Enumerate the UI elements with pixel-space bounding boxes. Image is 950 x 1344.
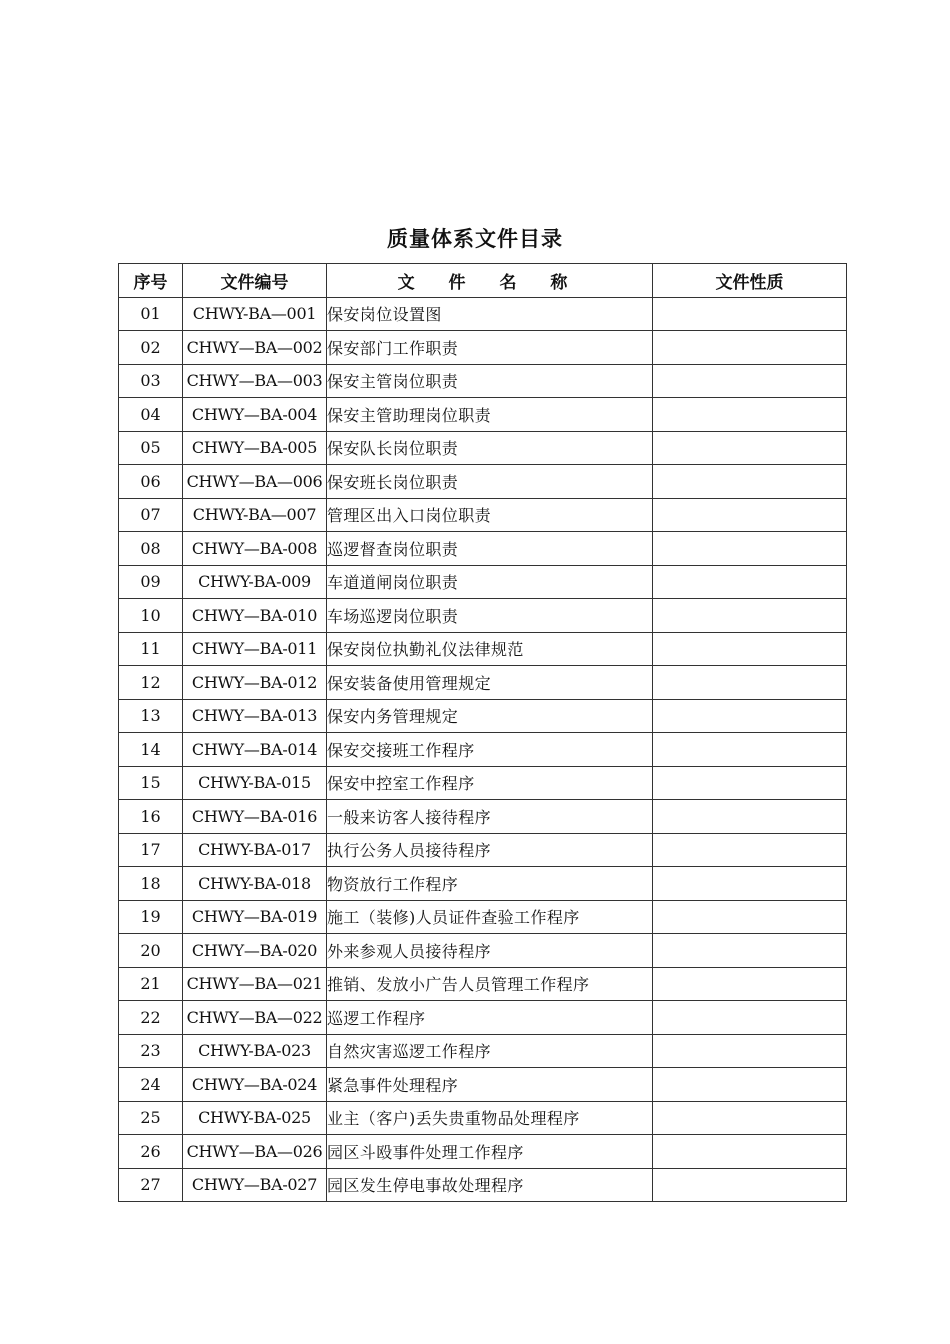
table-row: [119, 1135, 847, 1169]
file-code: CHWY-BA-018: [183, 867, 327, 901]
row-number: 10: [119, 599, 183, 633]
file-name: 执行公务人员接待程序: [327, 833, 653, 867]
file-name: 推销、发放小广告人员管理工作程序: [327, 967, 653, 1001]
table-row: [119, 766, 847, 800]
row-number: 27: [119, 1168, 183, 1202]
table-row: [119, 867, 847, 901]
file-nature: [653, 331, 847, 365]
file-name: 施工（装修)人员证件查验工作程序: [327, 900, 653, 934]
file-nature: [653, 699, 847, 733]
row-number: 12: [119, 666, 183, 700]
file-code: CHWY-BA-023: [183, 1034, 327, 1068]
row-number: 11: [119, 632, 183, 666]
file-name: 保安班长岗位职责: [327, 465, 653, 499]
column-header-code: 文件编号: [183, 264, 327, 298]
file-name: 业主（客户)丢失贵重物品处理程序: [327, 1101, 653, 1135]
file-code: CHWY—BA-016: [183, 800, 327, 834]
table-row: [119, 364, 847, 398]
row-number: 22: [119, 1001, 183, 1035]
file-name: 物资放行工作程序: [327, 867, 653, 901]
file-nature: [653, 733, 847, 767]
table-row: [119, 967, 847, 1001]
row-number: 21: [119, 967, 183, 1001]
table-row: [119, 1034, 847, 1068]
row-number: 02: [119, 331, 183, 365]
table-row: [119, 398, 847, 432]
table-row: [119, 532, 847, 566]
file-code: CHWY-BA—001: [183, 297, 327, 331]
file-code: CHWY—BA-024: [183, 1068, 327, 1102]
table-row: [119, 297, 847, 331]
table-row: [119, 632, 847, 666]
column-header-no: 序号: [119, 264, 183, 298]
file-nature: [653, 297, 847, 331]
table-row: [119, 1068, 847, 1102]
table-row: [119, 599, 847, 633]
file-code: CHWY—BA—026: [183, 1135, 327, 1169]
file-nature: [653, 967, 847, 1001]
file-nature: [653, 1001, 847, 1035]
file-name: 保安交接班工作程序: [327, 733, 653, 767]
table-row: [119, 800, 847, 834]
file-name: 保安装备使用管理规定: [327, 666, 653, 700]
file-code: CHWY-BA-025: [183, 1101, 327, 1135]
file-code: CHWY—BA-008: [183, 532, 327, 566]
file-nature: [653, 666, 847, 700]
table-row: [119, 833, 847, 867]
file-code: CHWY—BA-012: [183, 666, 327, 700]
file-nature: [653, 565, 847, 599]
row-number: 04: [119, 398, 183, 432]
file-code: CHWY-BA-017: [183, 833, 327, 867]
file-name: 保安主管岗位职责: [327, 364, 653, 398]
row-number: 18: [119, 867, 183, 901]
file-name: 巡逻督查岗位职责: [327, 532, 653, 566]
row-number: 14: [119, 733, 183, 767]
row-number: 25: [119, 1101, 183, 1135]
file-name: 园区发生停电事故处理程序: [327, 1168, 653, 1202]
table-row: [119, 1168, 847, 1202]
file-nature: [653, 532, 847, 566]
file-nature: [653, 800, 847, 834]
row-number: 07: [119, 498, 183, 532]
file-name: 外来参观人员接待程序: [327, 934, 653, 968]
row-number: 01: [119, 297, 183, 331]
document-catalog-table: [118, 263, 847, 1202]
table-row: [119, 699, 847, 733]
table-row: [119, 565, 847, 599]
column-header-name: 文 件 名 称: [327, 264, 653, 298]
file-nature: [653, 398, 847, 432]
header-row: [119, 264, 847, 298]
table-row: [119, 331, 847, 365]
file-nature: [653, 465, 847, 499]
file-nature: [653, 632, 847, 666]
file-name: 保安队长岗位职责: [327, 431, 653, 465]
row-number: 17: [119, 833, 183, 867]
file-nature: [653, 599, 847, 633]
table-row: [119, 934, 847, 968]
file-nature: [653, 498, 847, 532]
row-number: 06: [119, 465, 183, 499]
file-code: CHWY-BA-009: [183, 565, 327, 599]
file-code: CHWY—BA-004: [183, 398, 327, 432]
file-name: 车场巡逻岗位职责: [327, 599, 653, 633]
file-nature: [653, 1101, 847, 1135]
file-code: CHWY—BA—003: [183, 364, 327, 398]
file-name: 紧急事件处理程序: [327, 1068, 653, 1102]
file-nature: [653, 1068, 847, 1102]
file-nature: [653, 364, 847, 398]
file-code: CHWY—BA-019: [183, 900, 327, 934]
file-code: CHWY—BA-020: [183, 934, 327, 968]
row-number: 20: [119, 934, 183, 968]
row-number: 16: [119, 800, 183, 834]
file-nature: [653, 1135, 847, 1169]
file-name: 车道道闸岗位职责: [327, 565, 653, 599]
file-nature: [653, 867, 847, 901]
table-row: [119, 498, 847, 532]
file-name: 保安岗位设置图: [327, 297, 653, 331]
file-name: 保安部门工作职责: [327, 331, 653, 365]
file-name: 管理区出入口岗位职责: [327, 498, 653, 532]
row-number: 09: [119, 565, 183, 599]
table-row: [119, 1101, 847, 1135]
table-row: [119, 1001, 847, 1035]
file-code: CHWY—BA-027: [183, 1168, 327, 1202]
file-code: CHWY-BA-015: [183, 766, 327, 800]
row-number: 26: [119, 1135, 183, 1169]
file-name: 保安岗位执勤礼仪法律规范: [327, 632, 653, 666]
file-code: CHWY—BA-010: [183, 599, 327, 633]
table-row: [119, 733, 847, 767]
page-title: 质量体系文件目录: [387, 227, 563, 251]
row-number: 13: [119, 699, 183, 733]
row-number: 24: [119, 1068, 183, 1102]
file-nature: [653, 833, 847, 867]
table-row: [119, 666, 847, 700]
row-number: 15: [119, 766, 183, 800]
file-code: CHWY—BA—002: [183, 331, 327, 365]
file-name: 保安中控室工作程序: [327, 766, 653, 800]
file-name: 一般来访客人接待程序: [327, 800, 653, 834]
file-code: CHWY—BA-013: [183, 699, 327, 733]
file-code: CHWY—BA-011: [183, 632, 327, 666]
row-number: 08: [119, 532, 183, 566]
table-header: [119, 264, 847, 298]
table-row: [119, 465, 847, 499]
file-nature: [653, 900, 847, 934]
row-number: 05: [119, 431, 183, 465]
file-name: 保安内务管理规定: [327, 699, 653, 733]
file-name: 自然灾害巡逻工作程序: [327, 1034, 653, 1068]
file-nature: [653, 431, 847, 465]
file-nature: [653, 766, 847, 800]
file-name: 园区斗殴事件处理工作程序: [327, 1135, 653, 1169]
file-nature: [653, 934, 847, 968]
file-code: CHWY—BA—022: [183, 1001, 327, 1035]
file-name: 巡逻工作程序: [327, 1001, 653, 1035]
table-body: [119, 297, 847, 1202]
file-code: CHWY-BA—007: [183, 498, 327, 532]
file-name: 保安主管助理岗位职责: [327, 398, 653, 432]
table-row: [119, 900, 847, 934]
row-number: 23: [119, 1034, 183, 1068]
row-number: 03: [119, 364, 183, 398]
row-number: 19: [119, 900, 183, 934]
file-code: CHWY—BA—006: [183, 465, 327, 499]
file-nature: [653, 1168, 847, 1202]
file-code: CHWY—BA—021: [183, 967, 327, 1001]
file-code: CHWY—BA-005: [183, 431, 327, 465]
column-header-nature: 文件性质: [653, 264, 847, 298]
file-code: CHWY—BA-014: [183, 733, 327, 767]
table-row: [119, 431, 847, 465]
file-nature: [653, 1034, 847, 1068]
